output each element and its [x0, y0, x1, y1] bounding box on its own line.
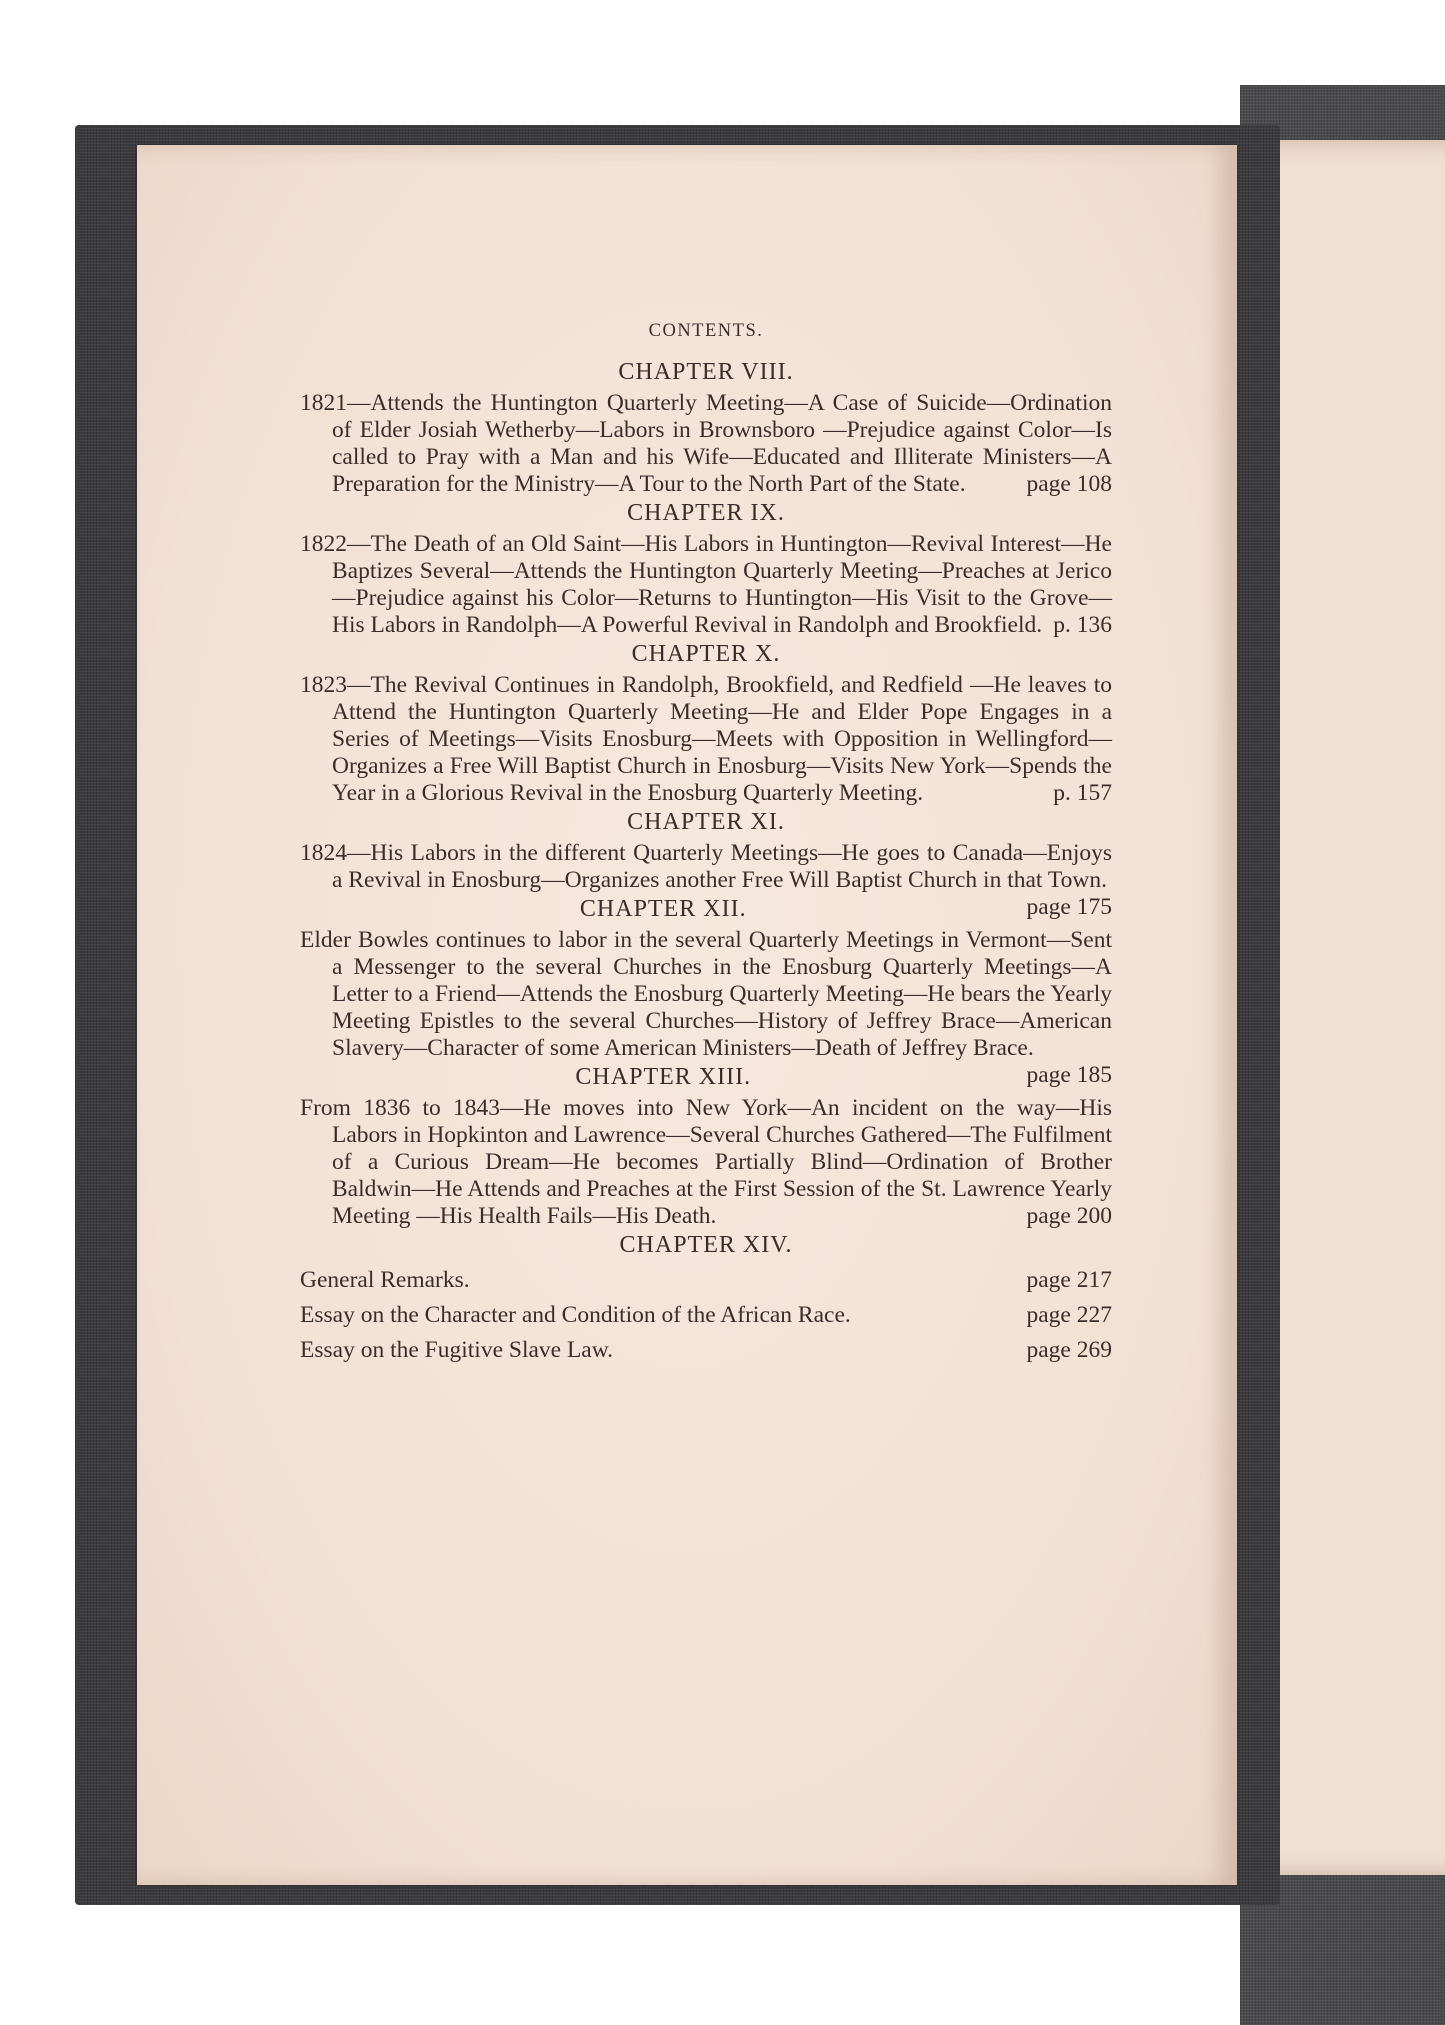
extra-text: General Remarks.	[300, 1267, 470, 1293]
chapter-title: CHAPTER IX.	[627, 500, 785, 526]
summary-text: 1823—The Revival Continues in Randolph, Brookfield, and Redfield —He leaves to Attend the Huntington Quarterly Meeting—He and Elder Pope Engages in a Series of Meetings—Visits Enosburg—Meets with Opposition in Wellingford—Organizes a Free Will Baptist Church in Enosburg—Visits New York—Spends the Year in a Glorious Revival in the Enosburg Quarterly Meeting.	[300, 672, 1112, 806]
contents-text	[300, 318, 1112, 1368]
page-ref: page 108	[1026, 471, 1112, 497]
chapter-title: CHAPTER XIV.	[619, 1232, 793, 1258]
chapter-summary	[300, 1095, 1112, 1230]
page-ref: page 175	[1026, 894, 1112, 920]
page-ref: page 185	[1026, 1062, 1112, 1088]
chapter-title: CHAPTER XIII.	[575, 1064, 752, 1090]
chapter-9	[300, 500, 1112, 639]
chapter-summary	[300, 531, 1112, 639]
chapter-13	[300, 1064, 1112, 1230]
summary-text: From 1836 to 1843—He moves into New York—An incident on the way—His Labors in Hopkinton and Lawrence—Several Churches Gathered—The Fulfilment of a Curious Dream—He becomes Partially Blind—Ordination of Brother Baldwin—He Attends and Preaches at the First Session of the St. Lawrence Yearly Meeting —His Health Fails—His Death.	[300, 1095, 1112, 1229]
summary-text: 1824—His Labors in the different Quarterly Meetings—He goes to Canada—Enjoys a Revival in Enosburg—Organizes another Free Will Baptist Church in that Town.	[300, 840, 1112, 893]
summary-text: 1822—The Death of an Old Saint—His Labors in Huntington—Revival Interest—He Baptizes Several—Attends the Huntington Quarterly Meeting—Preaches at Jerico—Prejudice against his Color—Returns to Huntington—His Visit to the Grove—His Labors in Randolph—A Powerful Revival in Randolph and Brookfield.	[300, 531, 1112, 638]
page-ref: page 217	[1026, 1267, 1112, 1293]
chapter-title: CHAPTER X.	[631, 641, 781, 667]
page-ref: page 269	[1026, 1337, 1112, 1363]
chapter-14	[300, 1232, 1112, 1259]
page-ref: p. 136	[1053, 612, 1112, 638]
chapter-8	[300, 359, 1112, 498]
extra-entry	[300, 1302, 1112, 1329]
summary-text: Elder Bowles continues to labor in the several Quarterly Meetings in Vermont—Sent a Messenger to the several Churches in the Enosburg Quarterly Meetings—A Letter to a Friend—Attends the Enosburg Quarterly Meeting—He bears the Yearly Meeting Epistles to the several Churches—History of Jeffrey Brace—American Slavery—Character of some American Ministers—Death of Jeffrey Brace.	[300, 927, 1112, 1061]
extra-entry	[300, 1267, 1112, 1294]
chapter-title: CHAPTER XI.	[627, 809, 785, 835]
chapter-10	[300, 641, 1112, 807]
summary-text: 1821—Attends the Huntington Quarterly Meeting—A Case of Suicide—Ordination of Elder Josiah Wetherby—Labors in Brownsboro —Prejudice against Color—Is called to Pray with a Man and his Wife—Educated and Illiterate Ministers—A Preparation for the Ministry—A Tour to the North Part of the State.	[300, 390, 1112, 497]
chapter-summary	[300, 672, 1112, 807]
page-ref: page 200	[1026, 1203, 1112, 1229]
chapter-summary	[300, 390, 1112, 498]
extra-entry	[300, 1337, 1112, 1364]
chapter-title: CHAPTER VIII.	[618, 359, 794, 385]
page-ref: p. 157	[1053, 780, 1112, 806]
extra-text: Essay on the Fugitive Slave Law.	[300, 1337, 614, 1363]
extra-text: Essay on the Character and Condition of the African Race.	[300, 1302, 851, 1328]
page-ref: page 227	[1026, 1302, 1112, 1328]
chapter-title: CHAPTER XII.	[579, 896, 747, 922]
contents-heading: CONTENTS.	[648, 321, 764, 341]
